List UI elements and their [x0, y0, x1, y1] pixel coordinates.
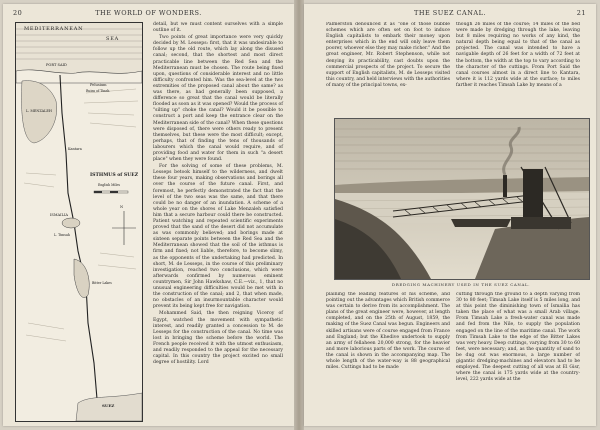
illustration-caption: DREDGING MACHINERY USED IN THE SUEZ CANAL. — [391, 282, 531, 287]
map-label-north: N — [120, 205, 124, 209]
map-label-kantara: Kantara — [68, 147, 82, 151]
right-paragraph: cutting through the ground to a depth varying from 30 to 80 feet; Timsah Lake itself is 5 miles long, and at this point the diminishing town of Ismailia has taken the place of what was a small Arab village. From Timsah Lake a fresh-water canal was made and fed from the Nile, to supply the population engaged on the line of the maritime canal. The work from Timsah Lake to the edge of the Bitter Lakes was very heavy. Deep cuttings, varying from 30 to 60 feet, were necessary; and, as the quantity of sand to be dug out was enormous, a large number of gigantic dredging-machines and elevators had to be employed. The deepest cutting of all was at El Gisr, where the canal is 175 yards wide at the country-level, 222 yards wide at the — [456, 292, 580, 383]
map-label-sea: MEDITERRANEAN — [24, 26, 84, 32]
map-label-scale: English Miles — [98, 183, 120, 187]
right-column-bottom-right — [456, 292, 580, 422]
right-running-title: THE SUEZ CANAL. — [413, 9, 486, 17]
left-running-title: THE WORLD OF WONDERS. — [95, 9, 202, 17]
map-label-port-said: PORT SAID — [46, 63, 67, 67]
dredging-machinery-illustration — [334, 118, 590, 280]
book-gutter — [294, 0, 304, 430]
right-paragraph: Palmerston denounced it as "one of those bubble schemes which are often set on foot to induce English capitalists to embark their money upon enterprises which in the end will only leave them poorer, whoever else they may make richer." And the great engineer, Mr. Robert Stephenson, while not denying its practicability, cast doubts upon the commercial prospects of the project. To secure the support of English capitalists, M. de Lesseps visited this country, and held interviews with the authorities of many of the principal towns, ex- — [326, 22, 450, 88]
map-label-bitter-lakes: Bitter Lakes — [92, 281, 112, 285]
left-text-column — [153, 22, 283, 367]
map-label-suez: SUEZ — [102, 403, 115, 408]
right-page — [304, 4, 596, 426]
right-running-head — [314, 9, 586, 19]
map-drawing — [16, 23, 142, 421]
right-paragraph: plaining the leading features of his scheme, and pointing out the advantages which British commerce was certain to derive from its accomplishment. The plans of the great engineer were, however, at length completed, and on the 25th of August, 1859, the making of the Suez Canal was begun. Engineers and skilled artisans were of course engaged from France and England; but the Khedive undertook to supply an army of fellaheen 20,000 strong, for the heavier and more laborious parts of the work. The course of the canal is shown in the accompanying map. The whole length of the water-way is 88 geographical miles. Cuttings had to be made — [326, 292, 450, 371]
left-page-number: 20 — [13, 9, 23, 17]
map-label-lake-timsah: L. Timsah — [54, 233, 70, 237]
right-column-bottom-left — [326, 292, 450, 422]
isthmus-map — [15, 22, 143, 422]
left-running-head — [13, 9, 284, 19]
map-label-ismailia: ISMAILIA — [50, 213, 68, 217]
right-column-top-right — [456, 22, 580, 114]
right-paragraph: though 26 miles of the course; 14 miles of the bed were made by dredging through the lake, leaving but 8 miles requiring no works of any kind, the natural depth being equal to that of the canal as projected. The canal was intended to have a navigable depth of 26 feet for a width of 72 feet at the bottom, the width at the top to vary according to the character of the cuttings. From Port Said the canal courses almost in a direct line to Kantara, where it is 112 yards wide at the surface; to miles farther it reaches Timsah Lake by means of a — [456, 22, 580, 88]
left-paragraph: Mohammed Said, the then reigning Viceroy of Egypt, watched the movement with sympathetic interest, and readily granted a concession to M. de Lesseps for the construction of the canal. No time was lost in bringing the scheme before the world. The French people received it with the utmost enthusiasm, and readily responded to the appeal for the necessary capital. In this country the project excited no small degree of hostility. Lord — [153, 311, 283, 366]
left-page — [3, 4, 294, 426]
right-page-number: 21 — [576, 9, 586, 17]
map-label-ruins: Ruins of Tineh — [86, 89, 110, 93]
left-paragraph: For the solving of some of these problems, M. Lesseps betook himself to the wilderness, and dwelt these four years, making observations and borings all over the course of the future canal. First, and foremost, he perfectly demonstrated the fact that the level of the two seas was the same, and that there could be no danger of an inundation. A scheme of a whole year on the shores of Lake Menzaleh satisfied him that a secure harbour could there be constructed. Patient watching and repeated scientific experiments proved that the sand of the desert did not accumulate as was commonly believed; and borings made at sixteen separate points between the Red Sea and the Mediterranean showed that the soil of the isthmus is firm and fixed; not liable, therefore, to become slimy, as the opponents of the undertaking had predicted. In short, M. de Lesseps, in the course of this preliminary investigation, reached two conclusions, which were afterwards confirmed by numerous eminent countrymen, Sir John Hawkshaw, C.E.—viz., 1, that no unusual engineering difficulties would be met with in the construction of the canal; and 2, that when made, no obstacles of an insurmountable character would prevent its being kept free for navigation. — [153, 164, 283, 310]
engraving-drawing — [335, 119, 589, 279]
left-paragraph: Two points of great importance were very quickly decided by M. Lesseps: first, that it was undesirable to follow up the old route, which lay along the disused canal; second, that the shortest and most direct practicable line between the Red Sea and the Mediterranean must be chosen. The route being fixed upon, questions of considerable interest and no little difficulty confronted him. Was the sea-level at the two extremities of the proposed canal about the same? as was there, as had generally been supposed, a difference so great that the canal would be literally flooded as soon as it was opened? Would the process of "silting up" choke the canal? Would it be possible to construct a port and keep the entrance clear on the Mediterranean side of the canal? When these questions were disposed of, there were others ready to present themselves, but these were the most difficult; except, perhaps, that of finding the tens of thousands of labourers which the canal would require, and of providing food and water for them in such "a desert place" when they were found. — [153, 35, 283, 163]
map-label-isthmus: ISTHMUS of SUEZ — [90, 173, 139, 178]
map-label-lake-menzaleh: L. MENZALEH — [26, 109, 52, 113]
right-column-top-left — [326, 22, 450, 114]
map-label-sea2: SEA — [106, 36, 120, 42]
left-paragraph: detail, but we must content ourselves with a simple outline of it. — [153, 22, 283, 34]
map-label-pelusium: Pelusium — [90, 83, 107, 87]
